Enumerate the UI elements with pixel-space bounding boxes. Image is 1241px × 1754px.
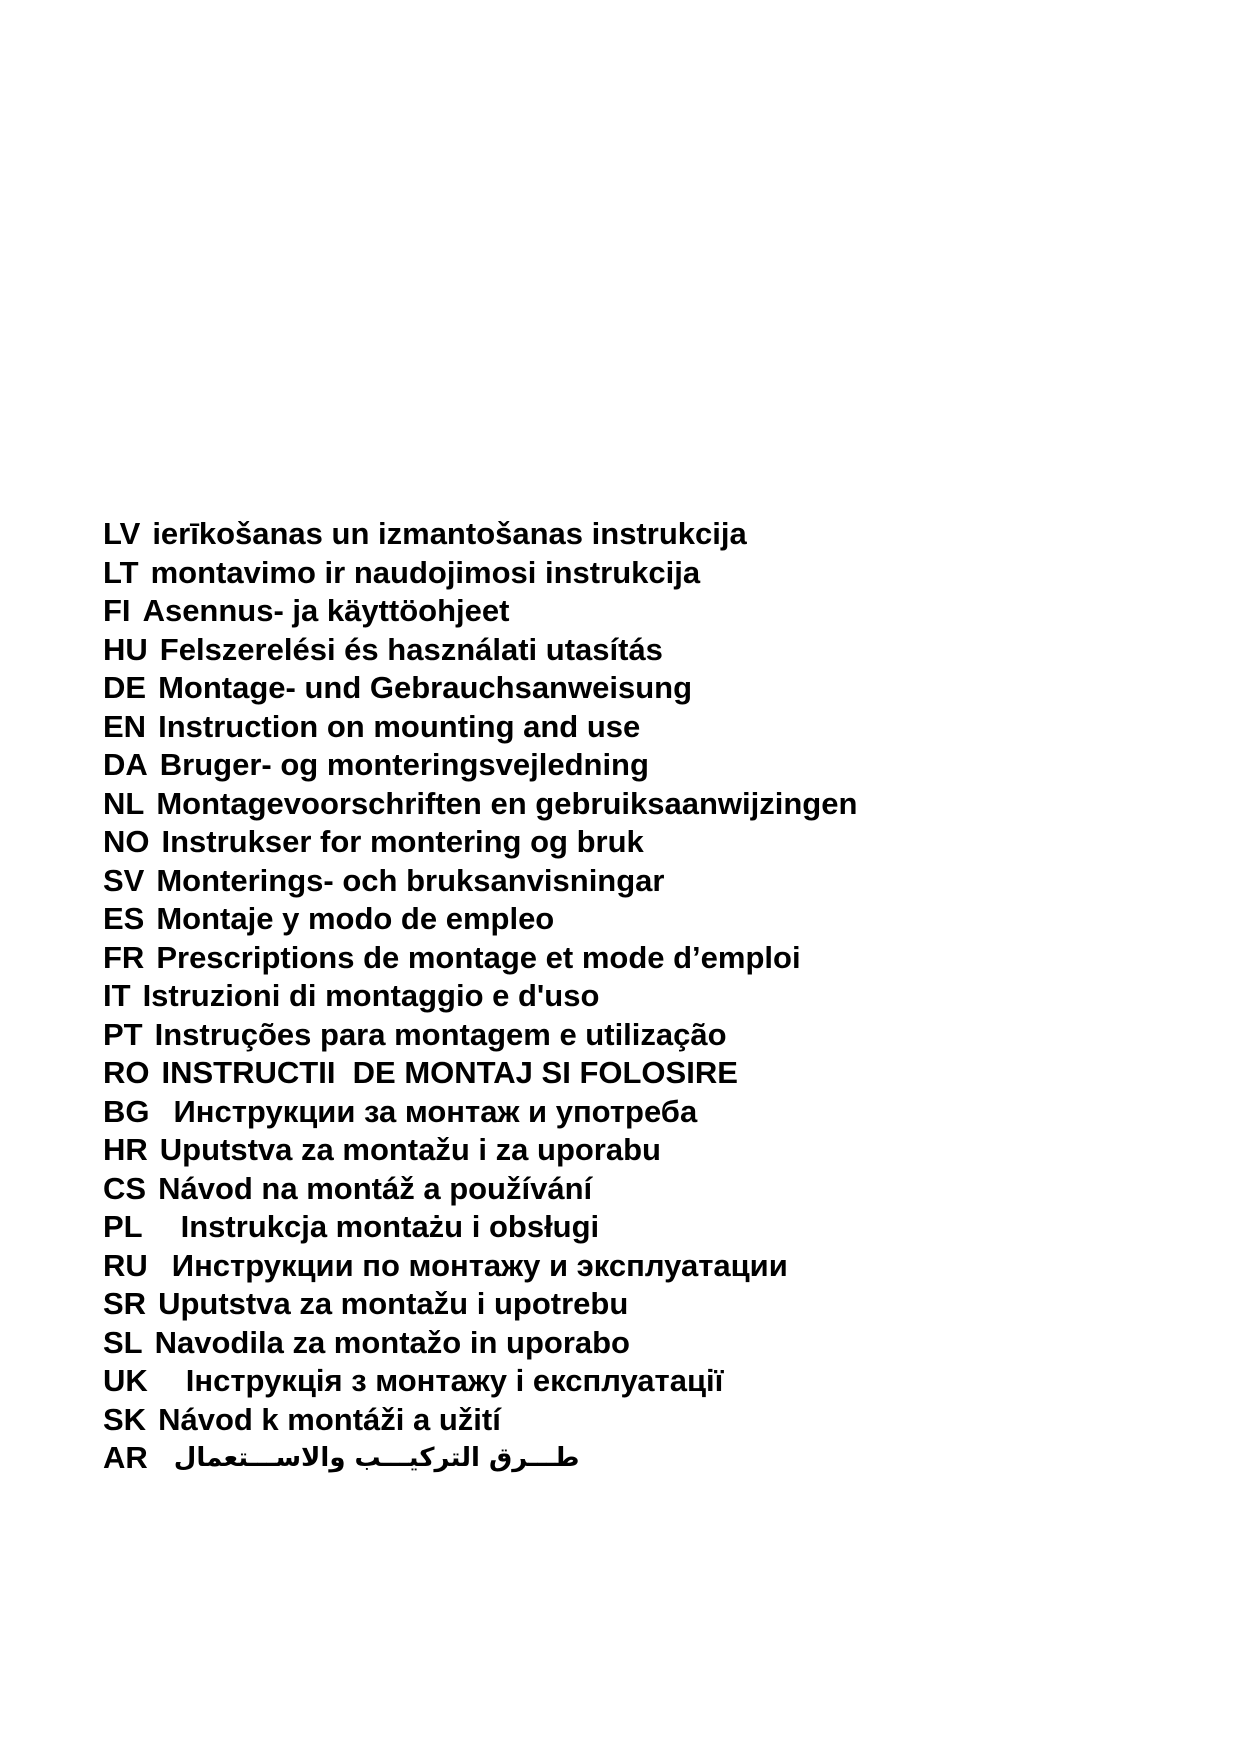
lang-code: SR [103,1286,147,1321]
lang-row-uk [103,1362,857,1401]
lang-row-en [103,708,857,747]
lang-row-fi [103,592,857,631]
lang-row-ru [103,1247,857,1286]
lang-row-ro [103,1054,857,1093]
lang-text: Інструкція з монтажу і експлуатації [185,1363,724,1398]
language-instruction-list [103,515,857,1478]
lang-row-hr [103,1131,857,1170]
lang-text: Instrukser for montering og bruk [161,824,644,859]
lang-text: Montagevoorschriften en gebruiksaanwijzingen [156,785,858,821]
lang-text: Prescriptions de montage et mode d’emploi [156,939,801,975]
lang-text: Navodila za montažo in uporabo [154,1324,630,1360]
lang-code: IT [103,978,131,1013]
lang-text: montavimo ir naudojimosi instrukcija [150,554,701,590]
lang-row-sk [103,1401,857,1440]
lang-text: Montage- und Gebrauchsanweisung [158,670,693,705]
lang-code: SV [103,862,145,898]
lang-row-de [103,669,857,708]
lang-text: Felszerelési és használati utasítás [159,631,663,667]
lang-code: DE [103,670,147,705]
lang-code: LT [103,554,139,590]
lang-text: Monterings- och bruksanvisningar [156,862,665,898]
lang-text: Montaje y modo de empleo [156,901,555,936]
lang-code: LV [103,516,141,551]
lang-text: Uputstva za montažu i upotrebu [158,1286,629,1321]
lang-row-pt [103,1016,857,1055]
lang-text: طـــرق التركيـــب والاســـتعمال [173,1443,580,1473]
lang-code: SK [103,1401,147,1437]
lang-code: EN [103,708,147,744]
lang-text: INSTRUCTII DE MONTAJ SI FOLOSIRE [161,1055,738,1090]
lang-row-sr [103,1285,857,1324]
lang-text: Návod k montáži a užití [158,1401,501,1437]
lang-text: Инструкции за монтаж и употреба [173,1093,698,1129]
lang-text: Bruger- og monteringsvejledning [159,747,649,782]
lang-text: Instruções para montagem e utilização [154,1016,727,1052]
lang-code: NL [103,785,145,821]
lang-row-no [103,823,857,862]
lang-row-fr [103,939,857,978]
lang-row-sv [103,862,857,901]
lang-text: Instrukcja montażu i obsługi [180,1209,600,1244]
lang-text: Uputstva za montažu i za uporabu [159,1132,661,1167]
lang-code: PT [103,1016,143,1052]
lang-row-es [103,900,857,939]
lang-row-hu [103,631,857,670]
lang-code: FR [103,939,145,975]
lang-text: Istruzioni di montaggio e d'uso [142,978,600,1013]
lang-code: DA [103,747,148,782]
lang-code: ES [103,901,145,936]
lang-code: SL [103,1324,143,1360]
lang-row-cs [103,1170,857,1209]
lang-row-lv [103,515,857,554]
lang-text: Инструкции по монтажу и эксплуатации [171,1247,788,1283]
lang-row-pl [103,1208,857,1247]
lang-text: Asennus- ja käyttöohjeet [142,593,510,628]
lang-code: FI [103,593,131,628]
lang-code: HR [103,1132,148,1167]
lang-code: AR [103,1440,148,1475]
lang-row-nl [103,785,857,824]
lang-code: RU [103,1247,148,1283]
lang-text: Návod na montáž a používání [158,1170,593,1206]
lang-row-ar [103,1439,857,1478]
lang-row-lt [103,554,857,593]
lang-code: NO [103,824,150,859]
lang-code: BG [103,1093,150,1129]
lang-row-da [103,746,857,785]
lang-row-bg [103,1093,857,1132]
lang-code: PL [103,1209,143,1244]
lang-row-sl [103,1324,857,1363]
lang-row-it [103,977,857,1016]
lang-text: Instruction on mounting and use [158,708,641,744]
lang-code: CS [103,1170,147,1206]
lang-code: RO [103,1055,150,1090]
lang-code: HU [103,631,148,667]
lang-text: ierīkošanas un izmantošanas instrukcija [152,516,747,551]
lang-code: UK [103,1363,148,1398]
